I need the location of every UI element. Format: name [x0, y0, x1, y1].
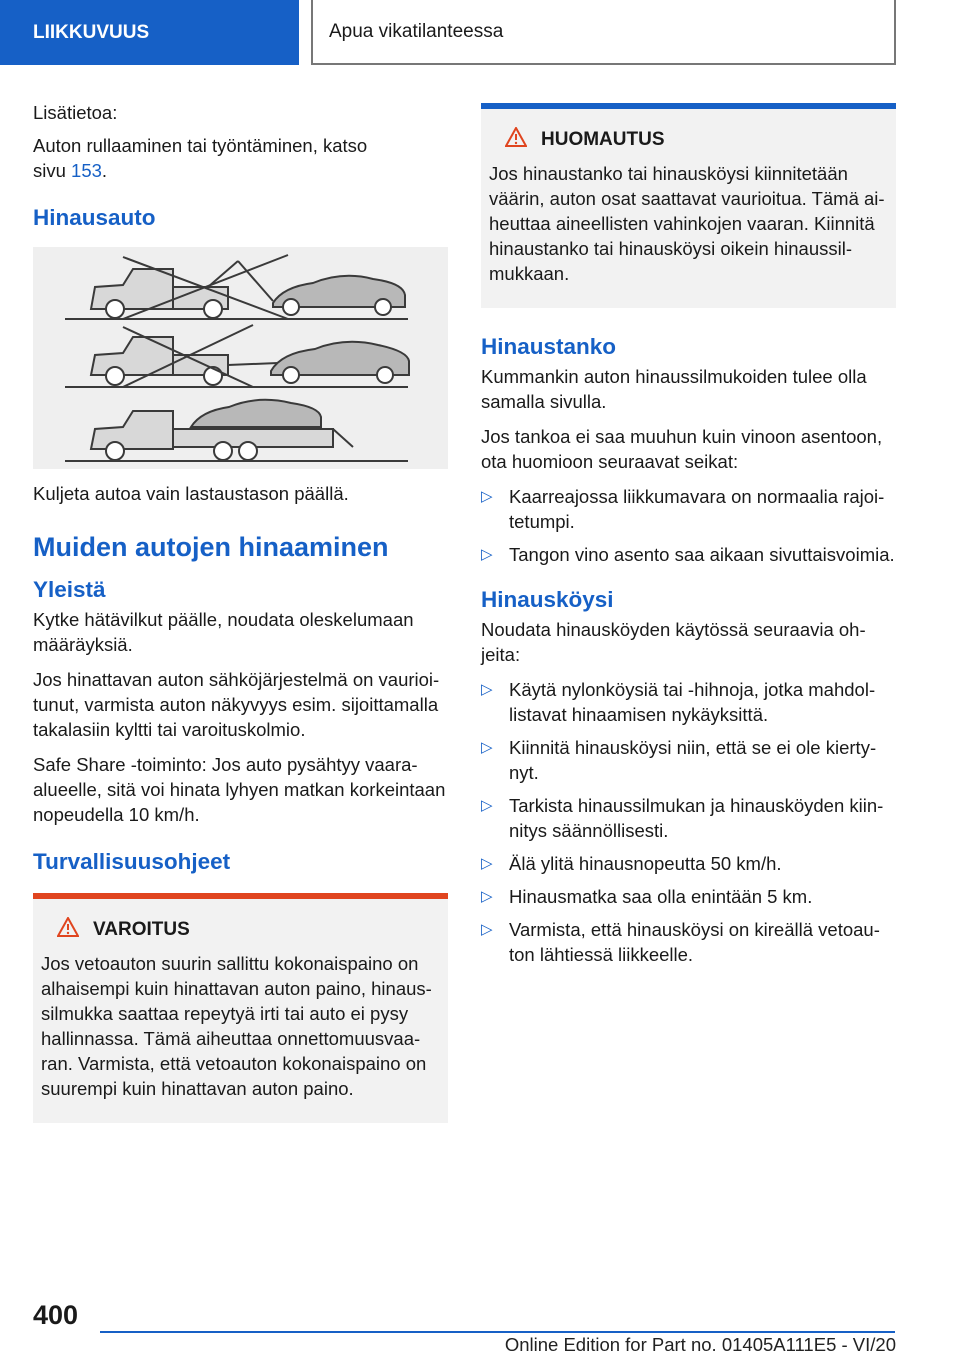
- note-title: HUOMAUTUS: [541, 129, 665, 150]
- header-title: [311, 0, 896, 65]
- hinaustanko-p1: Kummankin auton hinaussilmukoiden tulee olla samalla sivulla.: [481, 366, 867, 412]
- list-item: [481, 851, 896, 876]
- truck-1-boom: [208, 261, 238, 287]
- lisatietoa-text-post: .: [101, 160, 108, 181]
- lisatietoa-text-line1: Auton rullaaminen tai työntäminen, katso: [33, 135, 368, 156]
- triangle-right-outline-icon: ▷: [481, 855, 493, 872]
- list-item-text: Kiinnitä hinausköysi niin, että se ei ole kiertynyt.: [509, 737, 877, 783]
- list-item-text: Varmista, että hinausköysi on kireällä vetoauton lähtiessä liikkeelle.: [509, 919, 880, 965]
- truck-3-wheel-rear-1: [214, 442, 232, 460]
- footer-divider: [100, 1331, 895, 1333]
- list-item: [481, 884, 896, 909]
- warning-triangle-icon: [57, 917, 79, 943]
- flatbed-ramp: [333, 429, 353, 447]
- hinauskoysi-p1: Noudata hinausköyden käytössä seuraavia ohjeita:: [481, 619, 866, 665]
- list-item: [481, 793, 896, 843]
- yleista-p2: Jos hinattavan auton sähköjärjestelmä on vaurioitunut, varmista auton näkyvyys esim. sijoittamalla takalasiin kyltti tai varoituskolmio.: [33, 669, 440, 740]
- list-item-text: Hinausmatka saa olla enintään 5 km.: [509, 886, 813, 907]
- header-section: [0, 0, 299, 65]
- muiden-heading: Muiden autojen hinaaminen: [33, 532, 389, 562]
- left-column: [33, 100, 448, 1123]
- warning-title: VAROITUS: [93, 919, 190, 940]
- hinaustanko-p2: Jos tankoa ei saa muuhun kuin vinoon asentoon, ota huomioon seuraavat seikat:: [481, 426, 883, 472]
- right-column: [481, 100, 896, 977]
- truck-2-wheel-front: [106, 367, 124, 385]
- truck-1-wheel-rear: [204, 300, 222, 318]
- triangle-right-outline-icon: ▷: [481, 546, 493, 563]
- list-item: [481, 917, 896, 967]
- list-item-text: Käytä nylonköysiä tai -hihnoja, jotka mahdollistavat hinaamisen nykäyksittä.: [509, 679, 876, 725]
- truck-1: [91, 269, 173, 309]
- towing-illustration-svg: [33, 247, 448, 469]
- hinauskoysi-list: [481, 677, 896, 967]
- list-item: [481, 735, 896, 785]
- list-item-text: Tarkista hinaussilmukan ja hinausköyden kiinnitys säännöllisesti.: [509, 795, 884, 841]
- lisatietoa-text-pre: sivu: [33, 160, 72, 181]
- note-header: [505, 127, 888, 153]
- list-item: [481, 484, 896, 534]
- lisatietoa-label: Lisätietoa:: [33, 102, 118, 123]
- truck-1-wheel-front: [106, 300, 124, 318]
- header-title-label: Apua vikatilanteessa: [329, 20, 504, 42]
- truck-3-wheel-rear-2: [239, 442, 257, 460]
- triangle-right-outline-icon: ▷: [481, 739, 493, 756]
- hinaustanko-heading: Hinaustanko: [481, 334, 617, 359]
- towing-illustration: [33, 247, 448, 469]
- list-item: [481, 542, 896, 567]
- truck-2-wheel-rear: [204, 367, 222, 385]
- car-1-wheel-rear: [375, 299, 391, 315]
- list-item-text: Kaarreajossa liikkumavara on normaalia rajoitetumpi.: [509, 486, 885, 532]
- truck-3: [91, 411, 173, 449]
- car-2-wheel-front: [283, 367, 299, 383]
- list-item: [481, 677, 896, 727]
- warning-triangle-icon: [505, 127, 527, 153]
- loaded-car-3: [191, 400, 321, 427]
- turvallisuus-heading: Turvallisuusohjeet: [33, 849, 231, 874]
- triangle-right-outline-icon: ▷: [481, 488, 493, 505]
- note-box: [481, 103, 896, 308]
- note-text: Jos hinaustanko tai hinausköysi kiinnitetään väärin, auton osat saattavat vaurioitua. Tämä aiheuttaa aineellisten vahinkojen vaaran. Kiinnitä hinaustanko tai hinausköysi oikein hinaussilmukkaan.: [489, 163, 885, 284]
- header-section-label: LIIKKUVUUS: [33, 21, 150, 43]
- car-1-wheel-front: [283, 299, 299, 315]
- footer-edition: Online Edition for Part no. 01405A111E5 - VI/20: [504, 1334, 896, 1355]
- truck-2-tow-link: [228, 363, 278, 365]
- truck-3-wheel-front: [106, 442, 124, 460]
- warning-header: [57, 917, 440, 943]
- page-number: 400: [33, 1300, 79, 1330]
- triangle-right-outline-icon: ▷: [481, 797, 493, 814]
- warning-box: [33, 893, 448, 1123]
- car-2-wheel-rear: [377, 367, 393, 383]
- warning-text: Jos vetoauton suurin sallittu kokonaispaino on alhaisempi kuin hinattavan auton paino, hinaussilmukka saattaa repeytyä irti tai auto ei pysy hallinnassa. Tämä aiheuttaa onnettomuusvaaran. Varmista, että vetoauton kokonaispaino on suurempi kuin hinattavan auton paino.: [41, 953, 432, 1099]
- triangle-right-outline-icon: ▷: [481, 681, 493, 698]
- lisatietoa-text: [33, 133, 448, 183]
- yleista-heading: Yleistä: [33, 577, 106, 602]
- page-link[interactable]: 153: [71, 160, 102, 181]
- yleista-p1: Kytke hätävilkut päälle, noudata oleskelumaan määräyksiä.: [33, 609, 414, 655]
- hinausauto-heading: Hinausauto: [33, 205, 156, 230]
- triangle-right-outline-icon: ▷: [481, 888, 493, 905]
- list-item-text: Tangon vino asento saa aikaan sivuttaisvoimia.: [509, 544, 895, 565]
- triangle-right-outline-icon: ▷: [481, 921, 493, 938]
- list-item-text: Älä ylitä hinausnopeutta 50 km/h.: [509, 853, 782, 874]
- figure-caption: Kuljeta autoa vain lastaustason päällä.: [33, 483, 349, 504]
- hinauskoysi-heading: Hinausköysi: [481, 587, 614, 612]
- hinaustanko-list: [481, 484, 896, 567]
- yleista-p3: Safe Share -toiminto: Jos auto pysähtyy vaaraalueelle, sitä voi hinata lyhyen matkan korkeintaan nopeudella 10 km/h.: [33, 754, 446, 825]
